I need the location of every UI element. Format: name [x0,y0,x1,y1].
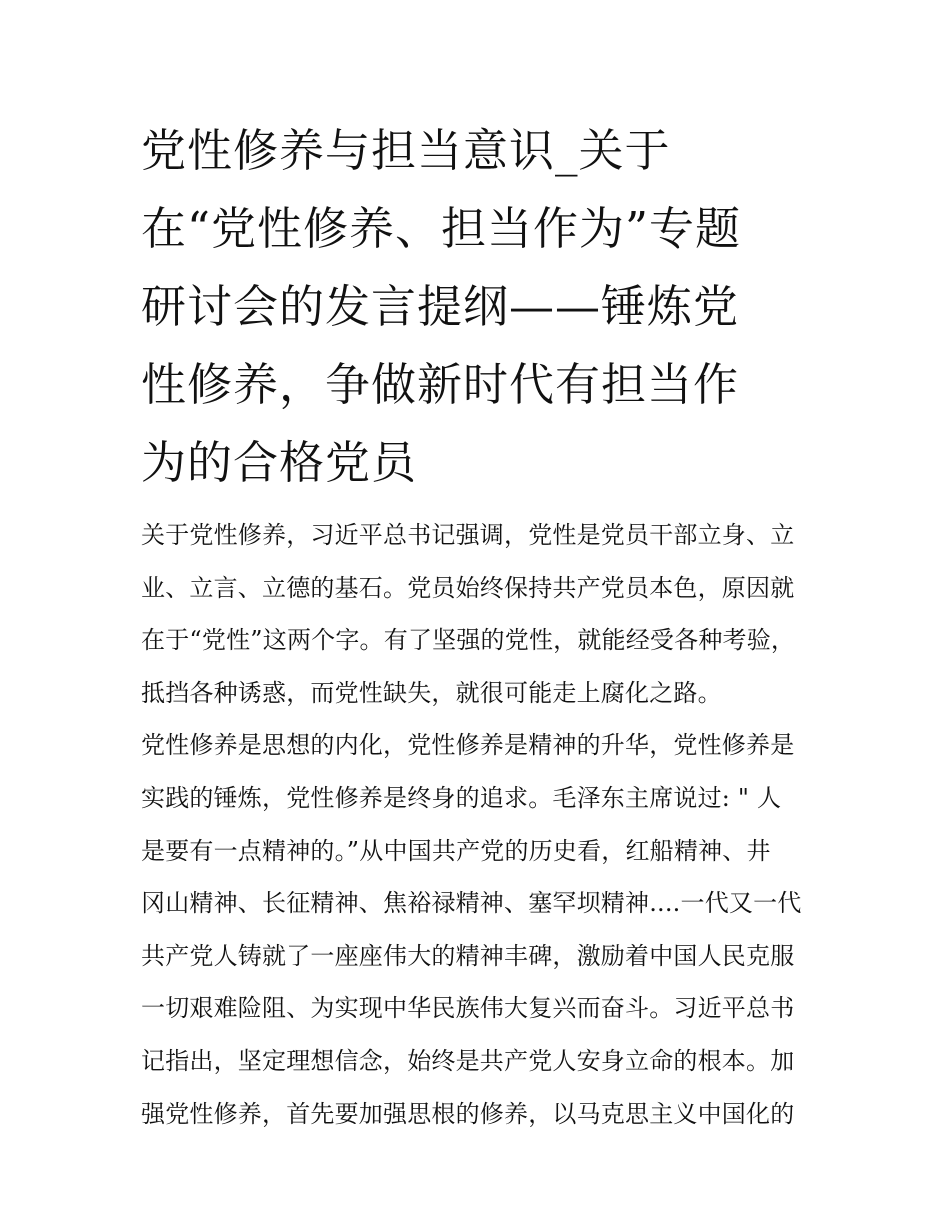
body-line: 强党性修养，首先要加强思根的修养，以马克思主义中国化的 [141,1099,795,1128]
body-line: 关于党性修养，习近平总书记强调，党性是党员干部立身、立 [141,521,795,549]
body-line: 实践的锤炼，党性修养是终身的追求。毛泽东主席说过: " 人 [141,783,782,812]
body-line: 冈山精神、长征精神、焦裕禄精神、塞罕坝精神....一代又一代 [141,889,802,918]
body-line: 业、立言、立德的基石。党员始终保持共产党员本色，原因就 [141,573,795,602]
body-line: 在于“党性”这两个字。有了坚强的党性，就能经受各种考验， [141,626,796,655]
title-line: 党性修养与担当意识_关于 [141,124,671,177]
body-line: 共产党人铸就了一座座伟大的精神丰碑，激励着中国人民克服 [141,941,795,970]
body-line: 记指出，坚定理想信念，始终是共产党人安身立命的根本。加 [141,1046,795,1075]
body-line: 是要有一点精神的。”从中国共产党的历史看，红船精神、井 [141,836,771,865]
document-body [141,515,821,1146]
document-title [141,112,821,502]
title-line: 在“党性修养、担当作为”专题 [141,202,742,255]
body-line: 党性修养是思想的内化，党性修养是精神的升华，党性修养是 [141,731,795,760]
body-line: 一切艰难险阻、为实现中华民族伟大复兴而奋斗。习近平总书 [141,994,795,1023]
title-line: 性修养，争做新时代有担当作 [141,358,740,411]
title-line: 研讨会的发言提纲——锤炼党 [141,280,740,333]
title-line: 为的合格党员 [141,436,418,489]
body-line: 抵挡各种诱惑，而党性缺失，就很可能走上腐化之路。 [141,678,722,707]
